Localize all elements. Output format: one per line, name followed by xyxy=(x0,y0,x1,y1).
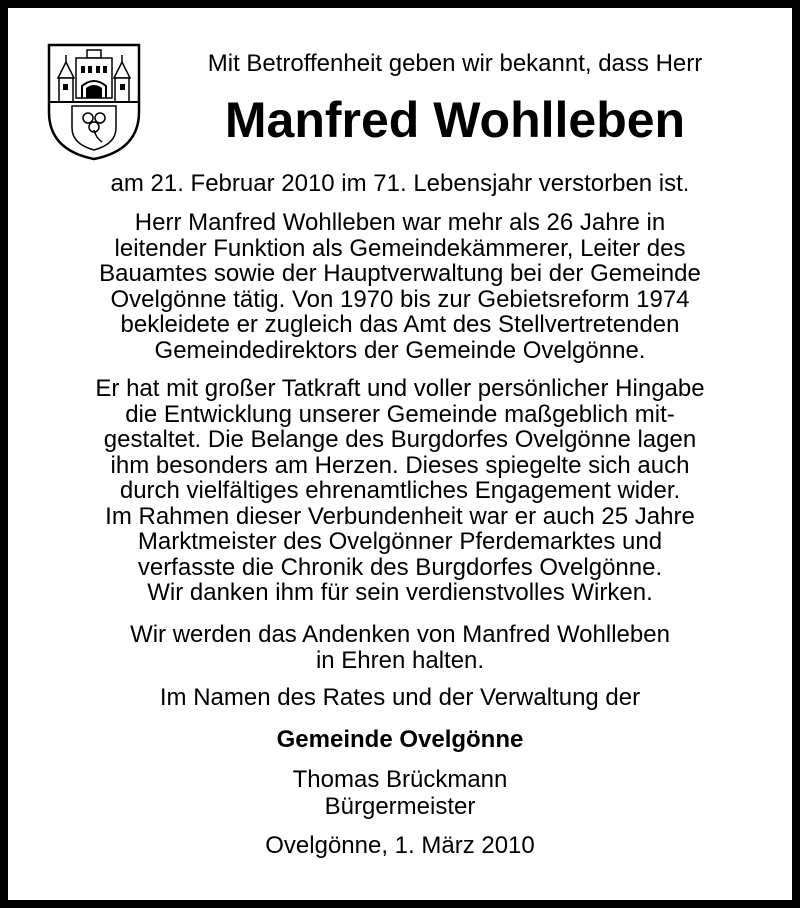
signature-block xyxy=(0,766,800,820)
text-line: Bauamtes sowie der Hauptverwaltung bei der Gemeinde xyxy=(99,260,701,287)
text-line: Marktmeister des Ovelgönner Pferdemarktes und xyxy=(137,528,663,555)
intro-line: Mit Betroffenheit geben wir bekannt, dass Herr xyxy=(207,50,703,77)
municipality-name: Gemeinde Ovelgönne xyxy=(276,726,524,753)
text-line: Gemeindedirektors der Gemeinde Ovelgönne. xyxy=(154,336,646,364)
coat-of-arms-icon xyxy=(46,42,142,162)
text-line: bekleidete er zugleich das Amt des Stellvertretenden xyxy=(120,311,680,338)
deceased-name: Manfred Wohlleben xyxy=(224,92,686,148)
text-line: die Entwicklung unserer Gemeinde maßgeblich mit- xyxy=(125,400,675,428)
text-line: durch vielfältiges ehrenamtliches Engagement wider. xyxy=(119,477,681,504)
text-line: Er hat mit großer Tatkraft und voller persönlicher Hingabe xyxy=(95,375,705,402)
text-line: Herr Manfred Wohlleben war mehr als 26 Jahre in xyxy=(134,209,666,236)
place-date: Ovelgönne, 1. März 2010 xyxy=(265,832,535,859)
text-line: in Ehren halten. xyxy=(315,646,485,674)
text-line: leitender Funktion als Gemeindekämmerer, Leiter des xyxy=(114,234,686,262)
text-line: Wir danken ihm für sein verdienstvolles Wirken. xyxy=(147,579,653,606)
text-line: Im Rahmen dieser Verbundenheit war er auch 25 Jahre xyxy=(105,502,695,530)
text-line: Ovelgönne tätig. Von 1970 bis zur Gebietsreform 1974 xyxy=(110,285,690,313)
text-line: verfasste die Chronik des Burgdorfes Ovelgönne. xyxy=(137,553,663,581)
remembrance-paragraph xyxy=(0,622,800,673)
tribute-paragraph xyxy=(0,376,800,606)
text-line: gestaltet. Die Belange des Burgdorfes Ovelgönne lagen xyxy=(103,426,697,453)
text-line: ihm besonders am Herzen. Dieses spiegelte sich auch xyxy=(110,451,690,479)
death-date-line: am 21. Februar 2010 im 71. Lebensjahr verstorben ist. xyxy=(110,170,690,197)
signatory-name: Thomas Brückmann xyxy=(292,766,508,793)
signatory-title: Bürgermeister xyxy=(324,793,476,820)
career-paragraph xyxy=(0,210,800,363)
text-line: Wir werden das Andenken von Manfred Wohlleben xyxy=(130,621,670,648)
on-behalf-line: Im Namen des Rates und der Verwaltung der xyxy=(159,684,641,711)
